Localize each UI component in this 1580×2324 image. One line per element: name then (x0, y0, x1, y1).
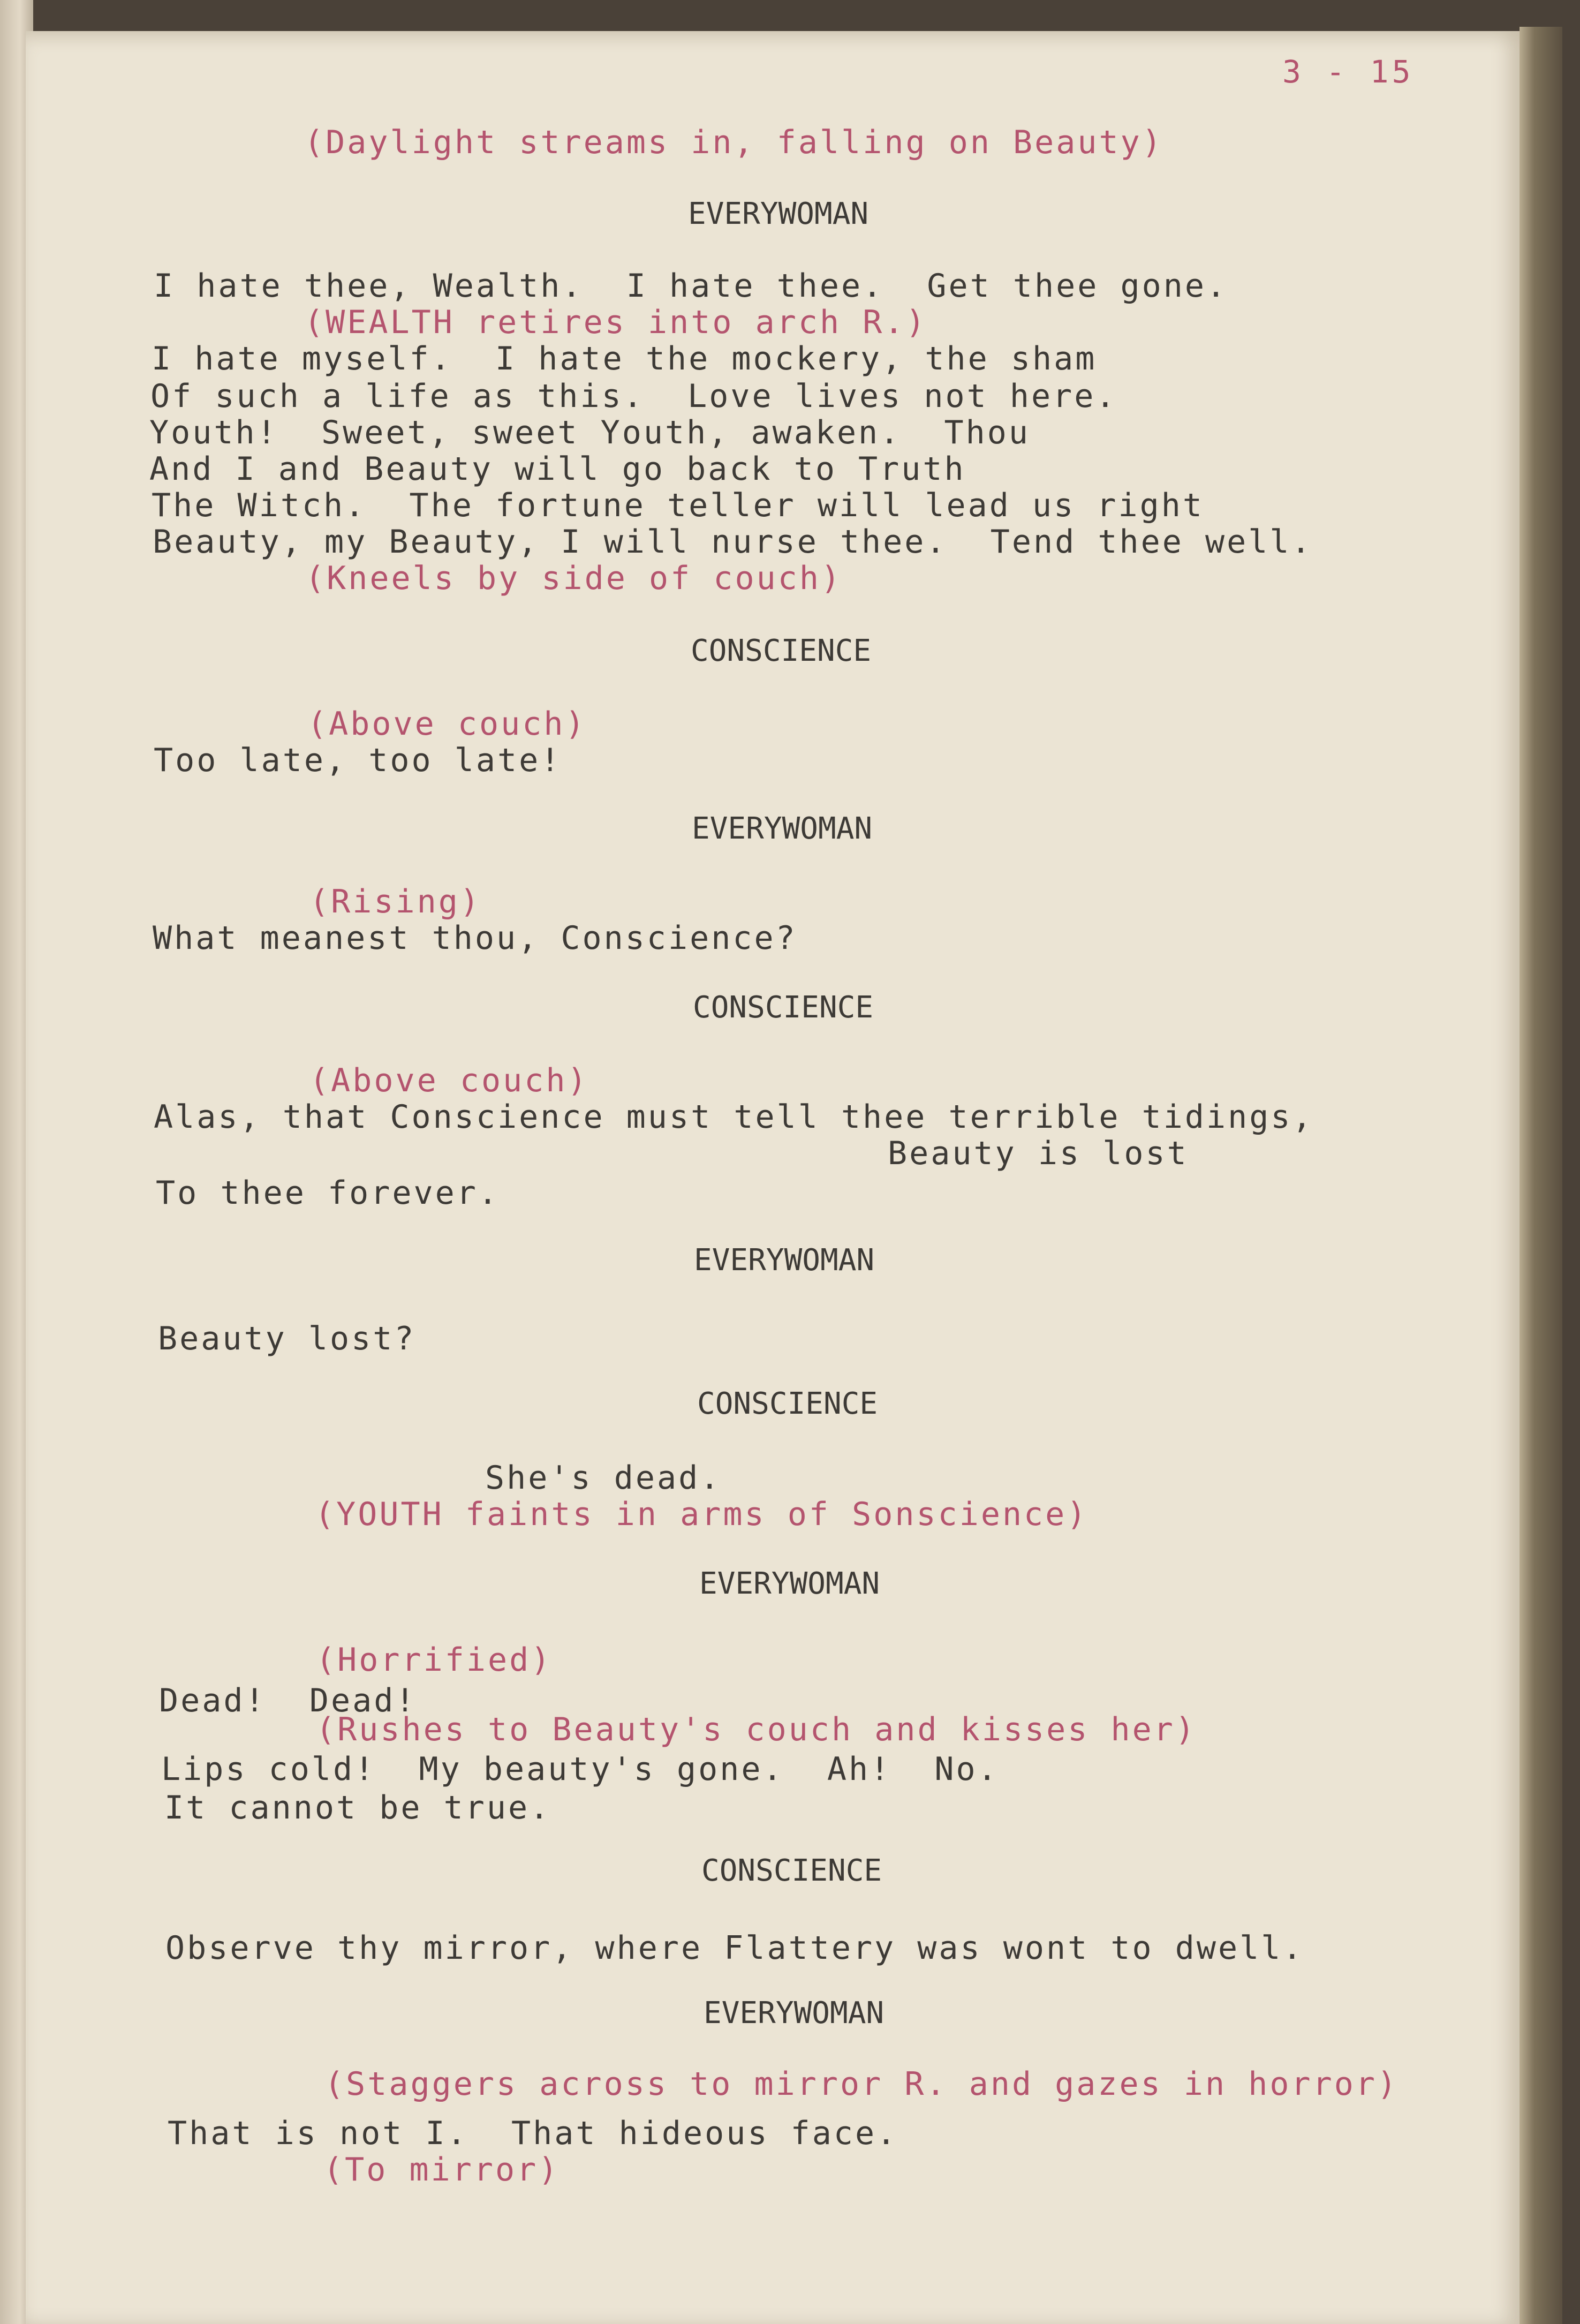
stage-direction: (Kneels by side of couch) (305, 560, 843, 597)
stage-direction: (Horrified) (316, 1641, 553, 1679)
stage-direction: (Rushes to Beauty's couch and kisses her) (316, 1711, 1197, 1748)
page-number: 3 - 15 (1282, 54, 1414, 90)
dialogue-line: To thee forever. (156, 1174, 500, 1212)
dialogue-line: Beauty, my Beauty, I will nurse thee. Tend thee well. (153, 523, 1313, 561)
stage-direction: (To mirror) (323, 2151, 560, 2189)
dialogue-line: Alas, that Conscience must tell thee terrible tidings, (154, 1098, 1314, 1136)
dialogue-line: I hate thee, Wealth. I hate thee. Get thee gone. (154, 267, 1228, 305)
dialogue-line: Observe thy mirror, where Flattery was wont to dwell. (165, 1929, 1304, 1967)
dialogue-line: Youth! Sweet, sweet Youth, awaken. Thou (149, 414, 1031, 451)
stage-direction: (Daylight streams in, falling on Beauty) (304, 124, 1163, 161)
speaker-name: EVERYWOMAN (688, 197, 869, 231)
speaker-name: EVERYWOMAN (694, 1243, 875, 1278)
dialogue-line: Dead! Dead! (159, 1682, 417, 1719)
stage-direction: (Above couch) (309, 1062, 589, 1099)
stage-direction: (Rising) (309, 883, 481, 920)
dialogue-line: What meanest thou, Conscience? (153, 919, 797, 957)
dialogue-line: She's dead. (485, 1459, 722, 1497)
speaker-name: CONSCIENCE (693, 990, 874, 1025)
stage-direction: (Staggers across to mirror R. and gazes in horror) (324, 2065, 1399, 2103)
dialogue-line: That is not I. That hideous face. (168, 2115, 898, 2152)
dialogue-line: Lips cold! My beauty's gone. Ah! No. (161, 1750, 999, 1788)
dialogue-line: Beauty is lost (888, 1135, 1189, 1172)
dialogue-line: I hate myself. I hate the mockery, the sham (152, 340, 1097, 378)
speaker-name: CONSCIENCE (691, 633, 872, 668)
page-edge-shadow (1519, 27, 1562, 2324)
dialogue-line: Of such a life as this. Love lives not here. (150, 378, 1117, 415)
dialogue-line: The Witch. The fortune teller will lead us right (152, 487, 1205, 524)
dialogue-line: Beauty lost? (158, 1320, 416, 1357)
speaker-name: EVERYWOMAN (704, 1996, 885, 2031)
speaker-name: EVERYWOMAN (692, 811, 873, 846)
speaker-name: CONSCIENCE (701, 1853, 882, 1888)
dialogue-line: Too late, too late! (154, 742, 562, 779)
dialogue-line: And I and Beauty will go back to Truth (149, 450, 966, 488)
speaker-name: EVERYWOMAN (699, 1566, 880, 1601)
stage-direction: (Above couch) (307, 705, 587, 743)
stage-direction: (YOUTH faints in arms of Sonscience) (315, 1496, 1088, 1533)
dialogue-line: It cannot be true. (164, 1789, 551, 1827)
speaker-name: CONSCIENCE (697, 1386, 878, 1421)
stage-direction: (WEALTH retires into arch R.) (304, 304, 927, 341)
